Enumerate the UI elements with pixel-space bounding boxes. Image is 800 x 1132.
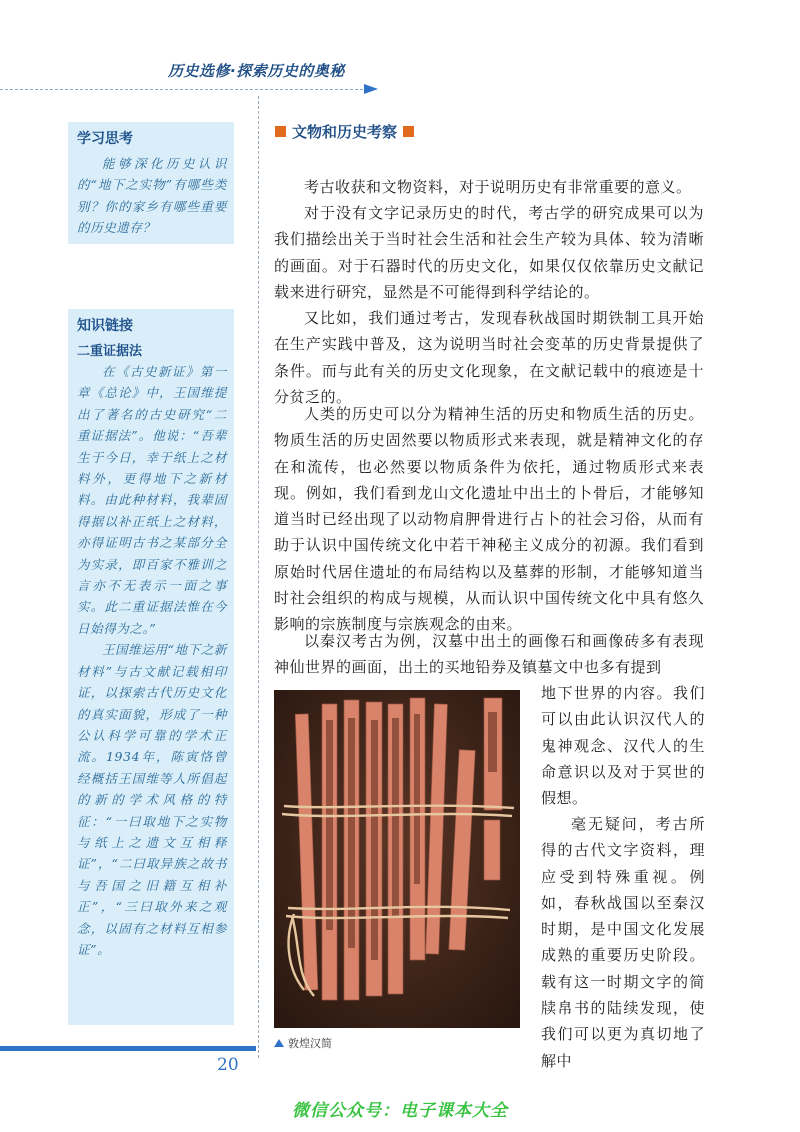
study-thinking-box [68,122,234,244]
knowledge-paragraph: 在《古史新证》第一章《总论》中，王国维提出了著名的古史研究“二重证据法”。他说：“吾辈生于今日，幸于纸上之材料外，更得地下之新材料。由此种材料，我辈固得据以补正纸上之材料，亦得证明古书之某部分全为实录，即百家不雅训之言亦不无表示一面之事实。此二重证据法惟在今日始得为之。” [77,364,227,636]
square-bullet-icon [403,126,414,137]
body-paragraph: 又比如，我们通过考古，发现春秋战国时期铁制工具开始在生产实践中普及，这为说明当时社会变革的历史背景提供了条件。而与此有关的历史文化现象，在文献记载中的痕迹是十分贫乏的。 [274,309,704,406]
study-thinking-text: 能够深化历史认识的“地下之实物”有哪些类别？你的家乡有哪些重要的历史遗存？ [77,156,227,236]
body-paragraph: 毫无疑问，考古所得的古代文字资料，理应受到特殊重视。例如，春秋战国以至秦汉时期，是中国文化发展成熟的重要历史阶段。载有这一时期文字的简牍帛书的陆续发现，使我们可以更为真切地了解中 [541,815,705,1070]
header-arrow-icon [364,84,378,94]
photo-caption [274,1035,332,1051]
footer-bar [0,1046,256,1051]
study-thinking-heading: 学习思考 [77,131,133,147]
body-paragraph: 以秦汉考古为例，汉墓中出土的画像石和画像砖多有表现神仙世界的画面，出土的买地铅券及镇墓文中也多有提到 [274,632,704,677]
square-bullet-icon [275,126,286,137]
triangle-bullet-icon [274,1039,284,1047]
body-paragraph: 地下世界的内容。我们可以由此认识汉代人的鬼神观念、汉代人的生命意识以及对于冥世的假想。 [541,684,705,808]
knowledge-link-box [68,309,234,1025]
dunhuang-slips-photo [274,690,520,1028]
page-number: 20 [217,1055,239,1075]
knowledge-link-subheading: 二重证据法 [77,344,143,359]
watermark-text: 微信公众号：电子课本大全 [292,1101,508,1121]
body-paragraph: 对于没有文字记录历史的时代，考古学的研究成果可以为我们描绘出关于当时社会生活和社会生产较为具体、较为清晰的画面。对于石器时代的历史文化，如果仅仅依靠历史文献记载来进行研究，显然是不可能得到科学结论的。 [274,204,704,301]
knowledge-link-heading: 知识链接 [77,318,133,334]
body-paragraph: 考古收获和文物资料，对于说明历史有非常重要的意义。 [304,178,692,196]
body-paragraph: 人类的历史可以分为精神生活的历史和物质生活的历史。物质生活的历史固然要以物质形式来表现，就是精神文化的存在和流传，也必然要以物质条件为依托，通过物质形式来表现。例如，我们看到龙山文化遗址中出土的卜骨后，才能够知道当时已经出现了以动物肩胛骨进行占卜的社会习俗，从而有助于认识中国传统文化中若干神秘主义成分的初源。我们看到原始时代居住遗址的布局结构以及墓葬的形制，才能够知道当时社会组织的构成与规模，从而认识中国传统文化中具有悠久影响的宗族制度与宗族观念的由来。 [274,405,704,634]
header-title: 历史选修·探索历史的奥秘 [168,62,345,80]
column-divider [258,96,259,1058]
photo-caption-text: 敦煌汉简 [288,1037,332,1050]
knowledge-paragraph: 王国维运用“地下之新材料”与古文献记载相印证，以探索古代历史文化的真实面貌，形成了一种公认科学可靠的学术正流。1934年，陈寅恪曾经概括王国维等人所倡起的新的学术风格的特征：“一曰取地下之实物与纸上之遗文互相释证”，“二曰取异族之故书与吾国之旧籍互相补正”，“三曰取外来之观念，以固有之材料互相参证”。 [77,642,227,957]
section-title: 文物和历史考察 [292,123,398,141]
section-heading [275,121,420,142]
header-dashed-line [0,89,368,90]
